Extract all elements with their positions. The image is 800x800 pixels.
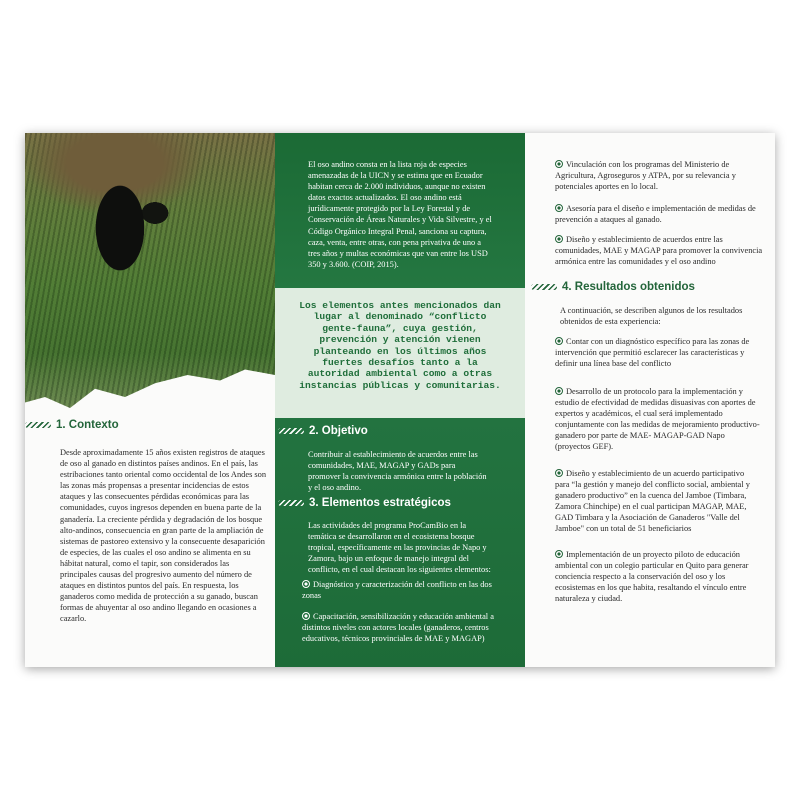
bullet-icon (555, 550, 563, 558)
list-item (555, 549, 760, 604)
panel-results (525, 133, 775, 667)
results-title-text: 4. Resultados obtenidos (562, 281, 695, 293)
context-title-text: 1. Contexto (56, 419, 119, 431)
context-title (25, 419, 119, 431)
bullet-icon (555, 235, 563, 243)
elements-body: Las actividades del programa ProCamBio en la temática se desarrollaron en el ecosistema bosque tropical, específicamente en las provincias de Napo y Zamora, bajo un enfoque de manejo integral del conflicto, en el cual destacan los siguientes elementos: (308, 521, 491, 575)
list-item-text: Asesoría para el diseño e implementación de medidas de prevención a ataques al ganado. (555, 204, 756, 225)
objective-title-text: 2. Objetivo (309, 425, 368, 437)
quote-text: Los elementos antes mencionados dan lugar al denominado “conflicto gente-fauna”, cuya gestión, prevención y atención vienen planteando en los últimos años fuertes desafíos tanto a la autoridad ambiental como a otras instancias públicas y comunitarias. (299, 300, 501, 391)
objective-title (278, 425, 368, 437)
context-body: Desde aproximadamente 15 años existen registros de ataques de oso al ganado en distintos países andinos. En el país, las estribaciones tanto oriental como occidental de los Andes son las zonas más propensas a presentar incidencias de estos ataques y las consecuentes pérdidas económicas para las comunidades, cuyos ingresos dependen en buena parte de la ganadería. La creciente pérdida y degradación de los bosque alto-andinos, consecuencia en gran parte de la ampliación de sistemas de pastoreo extensivo y la consecuente desaparición de especies, de las cuales el oso andino se alimenta en su hábitat natural, como el tapir, son considerados las principales causas del progresivo aumento del número de ataques en distintos puntos del país. En respuesta, los ganaderos como medida de protección a su ganado, buscan formas de ahuyentar al oso andino llegando en ocasiones a cazarlo. (60, 448, 267, 624)
list-item (302, 611, 498, 644)
bullet-icon (555, 337, 563, 345)
list-item-text: Diseño y establecimiento de acuerdos entre las comunidades, MAE y MAGAP para promover la convivencia armónica entre las comunidades y el oso andino (555, 235, 763, 267)
wave-icon (25, 422, 51, 428)
results-title (531, 281, 695, 293)
list-item-text: Implementación de un proyecto piloto de educación ambiental con un colegio particular en Quito para generar conciencia respecto a la conservación del oso y los ecosistemas en los que habita, resaltando el vínculo entre naturaleza y ciudad. (555, 550, 749, 604)
list-item-text: Diseño y establecimiento de un acuerdo participativo para “la gestión y manejo del conflicto social, ambiental y ganadero productivo” en la cuenca del Jamboe (Timbara, Zamora Chinchipe) en el cual participan MAGAP, MAE, GAD Timbara y la Asociación de Ganaderos "Valle del Jamboe" con un total de 51 beneficiarios (555, 469, 750, 534)
panel-context (25, 133, 275, 667)
list-item (555, 386, 760, 453)
list-item (555, 234, 767, 267)
bullet-icon (555, 387, 563, 395)
list-item (555, 159, 767, 192)
brochure (25, 133, 775, 667)
list-item-text: Diagnóstico y caracterización del conflicto en las dos zonas (302, 580, 492, 601)
quote-box (275, 288, 525, 418)
wave-icon (278, 500, 304, 506)
bullet-icon (555, 469, 563, 477)
wave-icon (531, 284, 557, 290)
list-item (302, 579, 498, 601)
list-item-text: Vinculación con los programas del Ministerio de Agricultura, Agroseguros y ATPA, por su relevancia y potenciales aportes en lo local. (555, 160, 736, 192)
wave-icon (278, 428, 304, 434)
elements-title-text: 3. Elementos estratégicos (309, 497, 451, 509)
list-item (555, 468, 760, 535)
bullet-icon (302, 612, 310, 620)
list-item-text: Contar con un diagnóstico específico para las zonas de intervención que permitió esclarecer las características y definir una línea base del conflicto (555, 337, 750, 369)
bear-photo (25, 133, 275, 408)
results-intro: A continuación, se describen algunos de los resultados obtenidos de esta experiencia: (560, 306, 743, 327)
elements-title (278, 497, 451, 509)
bullet-icon (302, 580, 310, 588)
panel-objective (275, 133, 525, 667)
intro-text: El oso andino consta en la lista roja de especies amenazadas de la UICN y se estima que en Ecuador habitan cerca de 2.000 individuos, aunque no existen datos exactos actualizados. El oso andino está jurídicamente protegido por la Ley Forestal y de Conservación de Áreas Naturales y Vida Silvestre, y el Código Orgánico Integral Penal, sanciona su captura, caza, venta, entre otras, con pena privativa de uno a tres años y multas económicas que van entre los USD 350 y 3.600. (COIP, 2015). (308, 160, 492, 269)
list-item (555, 203, 767, 225)
bullet-icon (555, 204, 563, 212)
list-item-text: Capacitación, sensibilización y educación ambiental a distintos niveles con actores locales (ganaderos, centros educativos, técnicos provinciales de MAE y MAGAP) (302, 612, 494, 644)
list-item (555, 336, 760, 369)
list-item-text: Desarrollo de un protocolo para la implementación y estudio de efectividad de medidas disuasivas con aportes de expertos y académicos, el cual será implementado conjuntamente con las medidas de mejoramiento productivo- ganadero por parte de MAE- MAGAP-GAD Napo (proyectos GEF). (555, 387, 760, 452)
bullet-icon (555, 160, 563, 168)
objective-body: Contribuir al establecimiento de acuerdos entre las comunidades, MAE, MAGAP y GADs para promover la convivencia armónica entre la población y el oso andino. (308, 450, 487, 493)
